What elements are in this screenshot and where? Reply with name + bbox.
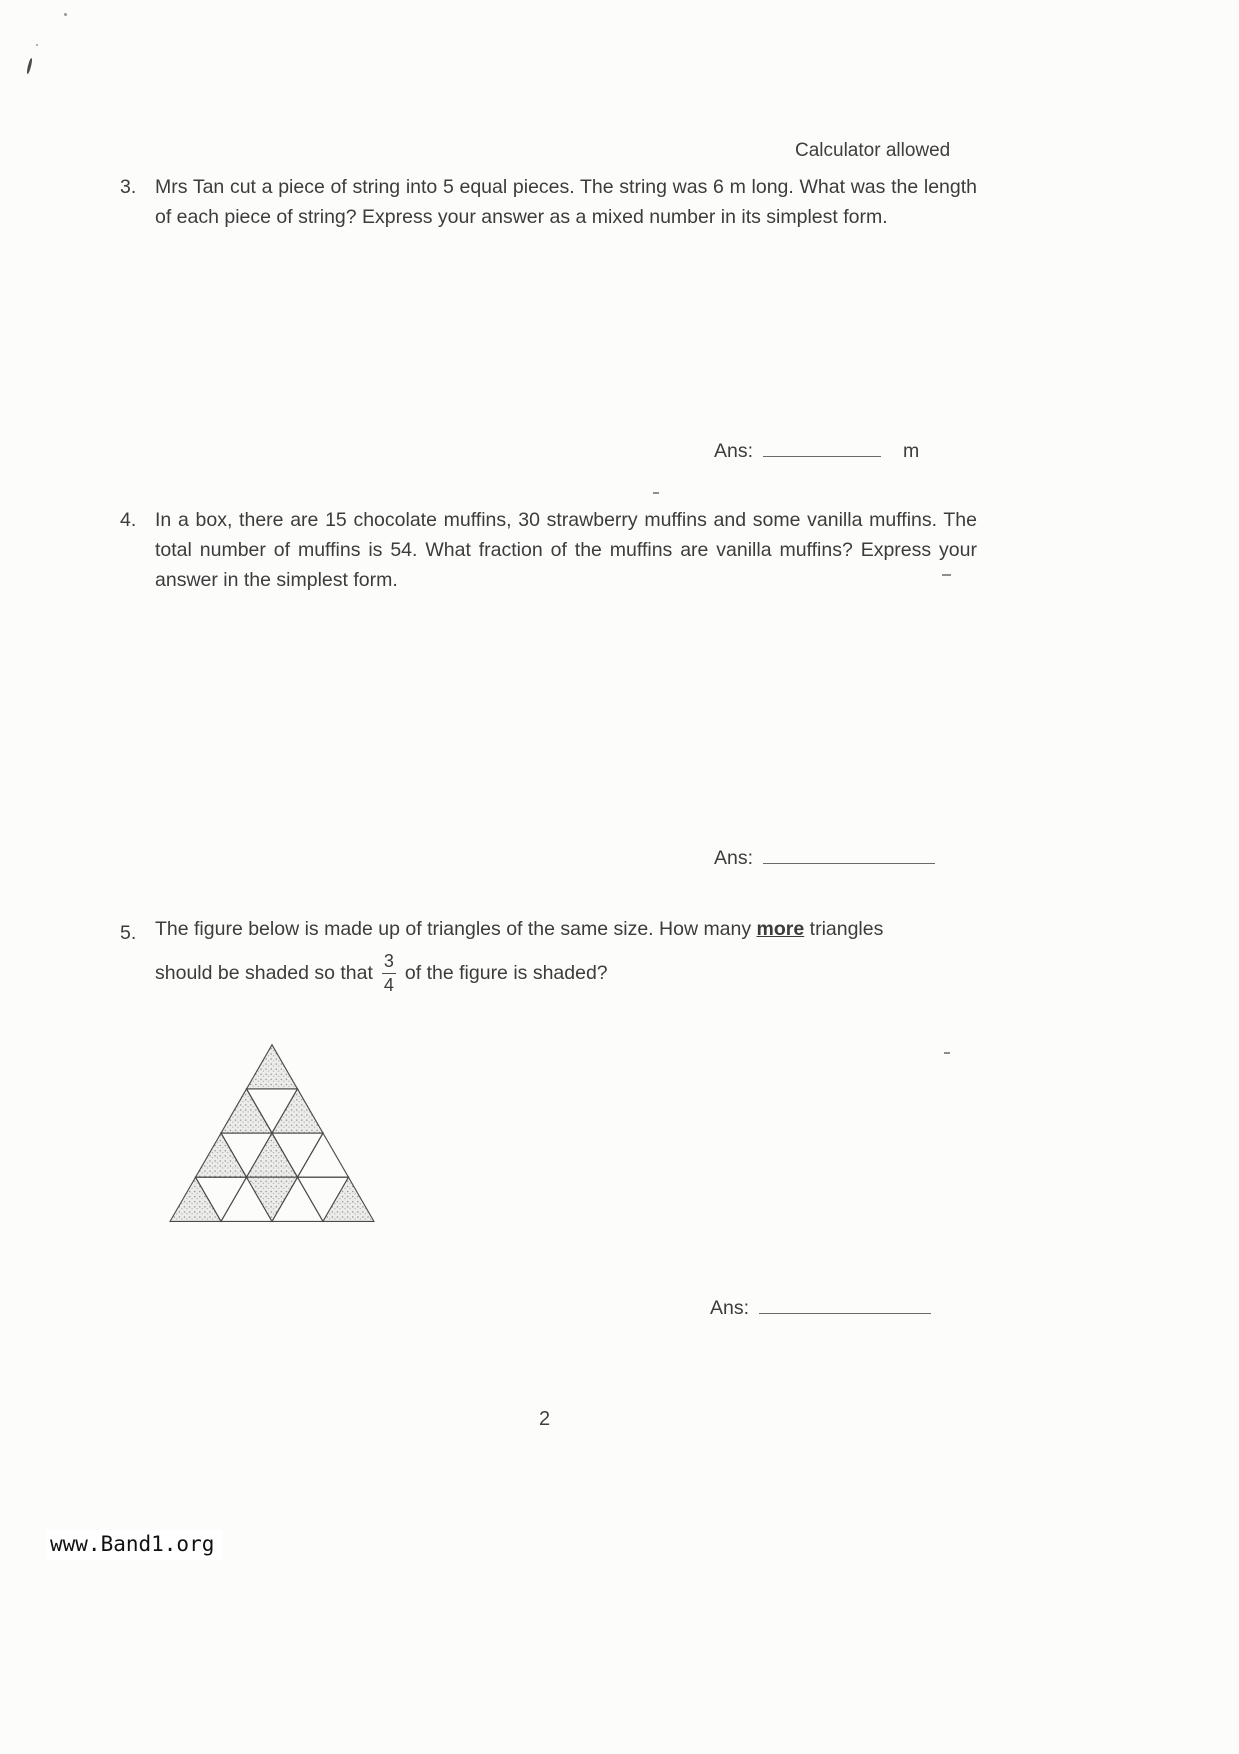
question-5-figure [168,1042,376,1226]
scan-artifact-dot [36,44,38,46]
answer-blank [763,438,881,457]
answer-label: Ans: [710,1297,750,1319]
question-3-number: 3. [120,176,137,198]
page-number: 2 [539,1408,551,1430]
question-5-line1-after: triangles [809,918,884,940]
question-5-line1 [155,918,883,941]
header-note: Calculator allowed [795,140,951,161]
question-5-line2-after: of the figure is shaded? [404,961,608,984]
question-5-line2-before: should be shaded so that [155,961,373,984]
fraction-denominator: 4 [383,974,394,995]
question-5-bold-word: more [756,918,805,940]
scan-artifact-dot [64,13,67,16]
question-4-number: 4. [120,509,137,531]
scan-artifact-dash [653,492,659,494]
question-5-number: 5. [120,922,137,944]
triangle-figure [168,1042,376,1226]
scan-artifact-dash [944,1052,950,1054]
footer-url: www.Band1.org [46,1530,222,1560]
fraction-three-quarters [382,951,396,995]
answer-label: Ans: [714,847,754,869]
answer-blank [763,845,935,864]
question-4-answer-row [714,845,935,870]
fraction-numerator: 3 [383,950,394,971]
answer-blank [759,1295,931,1314]
question-5-answer-row [710,1295,931,1320]
scan-artifact-pen-mark [26,58,33,74]
fraction-bar [382,973,396,974]
question-5-line2 [155,946,608,1000]
answer-label: Ans: [714,440,754,462]
question-5-line1-before: The figure below is made up of triangles of the same size. How many [155,918,752,940]
question-3-answer-row [714,438,919,463]
scan-artifact-dash [942,574,951,576]
question-4-text: In a box, there are 15 chocolate muffins, 30 strawberry muffins and some vanilla muffins. The total number of muffins is 54. What fraction of the muffins are vanilla muffins? Express your answer in the simplest form. [155,509,977,591]
question-3-text: Mrs Tan cut a piece of string into 5 equal pieces. The string was 6 m long. What was the length of each piece of string? Express your answer as a mixed number in its simplest form. [155,176,977,228]
answer-unit: m [903,440,920,462]
